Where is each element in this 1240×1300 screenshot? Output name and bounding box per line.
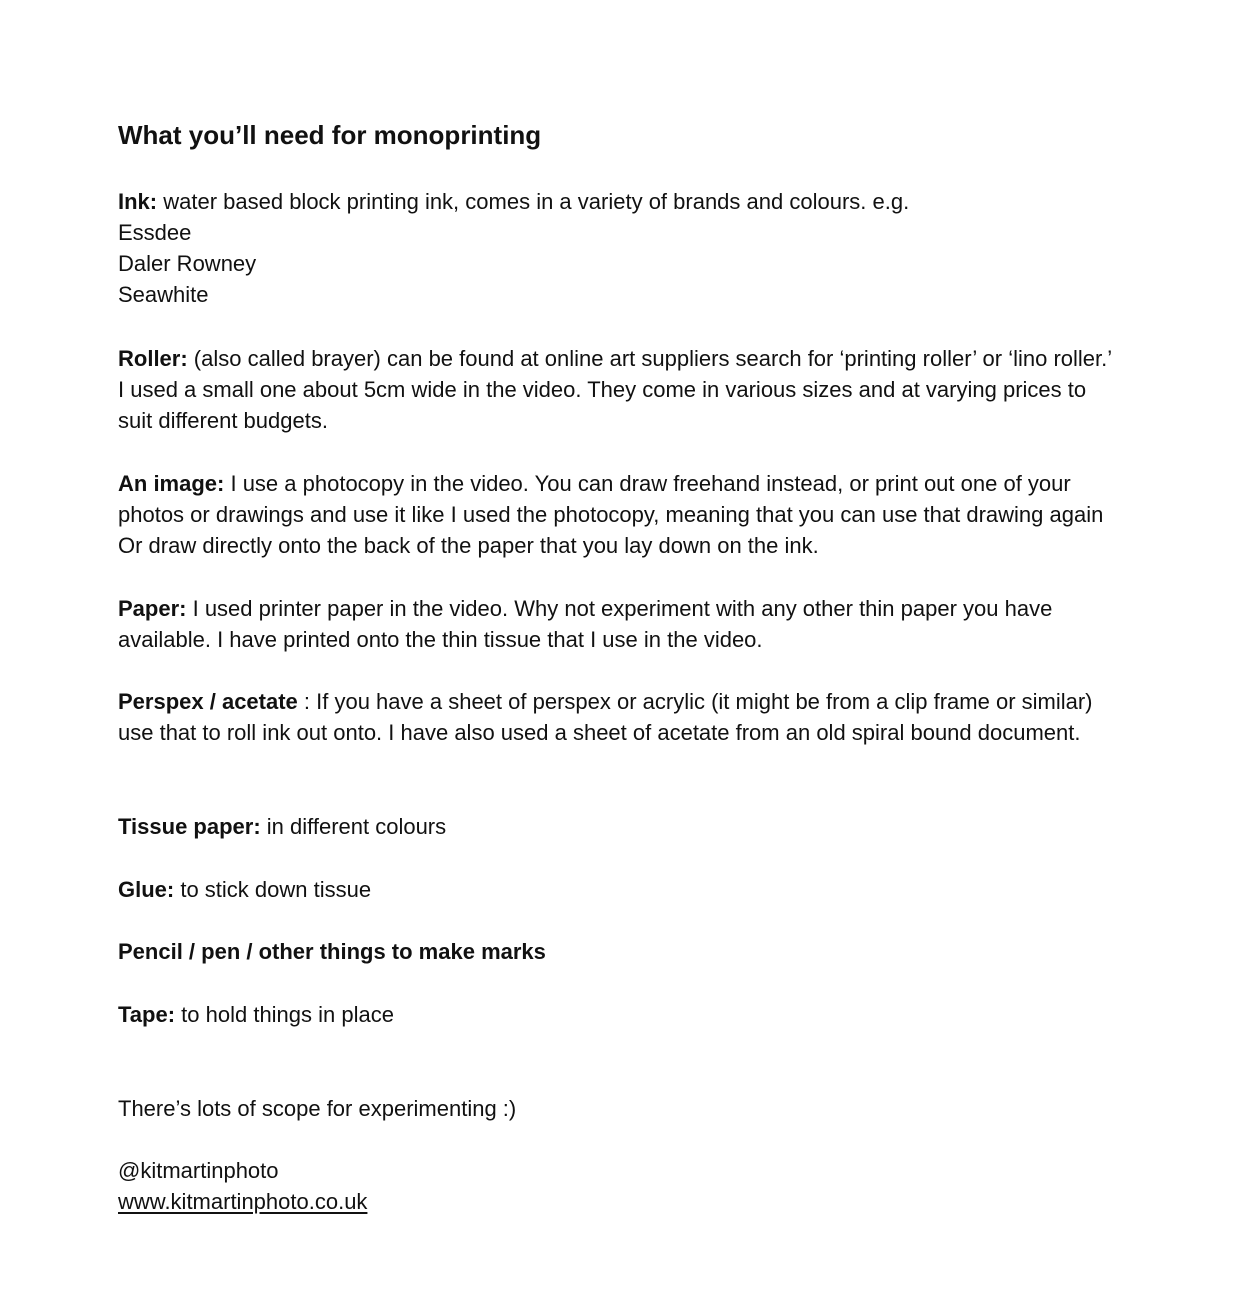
page-title: What you’ll need for monoprinting: [118, 120, 542, 150]
roller-section: [118, 343, 1113, 436]
paper-label: Paper:: [118, 596, 187, 621]
tissue-text: in different colours: [260, 814, 447, 839]
ink-label: Ink:: [118, 189, 158, 214]
contact-section: [118, 1155, 1113, 1217]
social-handle: @kitmartinphoto: [118, 1158, 279, 1183]
roller-text: (also called brayer) can be found at online art suppliers search for ‘printing roller’ or ‘lino roller.’ I used a small one about 5cm wide in the video. They come in various sizes and at varying prices to suit different budgets.: [118, 346, 1112, 433]
perspex-text: : If you have a sheet of perspex or acrylic (it might be from a clip frame or similar) use that to roll ink out onto. I have also used a sheet of acetate from an old spiral bound document.: [118, 689, 1093, 745]
ink-section: [118, 186, 1113, 310]
tissue-section: [118, 811, 1113, 842]
tissue-label: Tissue paper:: [118, 814, 261, 839]
perspex-label: Perspex / acetate: [118, 689, 298, 714]
roller-label: Roller:: [118, 346, 188, 371]
image-text: I use a photocopy in the video. You can draw freehand instead, or print out one of your photos or drawings and use it like I used the photocopy, meaning that you can use that drawing again Or draw directly onto the back of the paper that you lay down on the ink.: [118, 471, 1104, 558]
ink-brand-daler-rowney: Daler Rowney: [118, 251, 257, 276]
pencil-label: Pencil / pen / other things to make marks: [118, 939, 546, 964]
tape-text: to hold things in place: [175, 1002, 394, 1027]
tape-section: [118, 999, 1113, 1030]
image-label: An image:: [118, 471, 225, 496]
pencil-section: [118, 936, 1113, 967]
glue-text: to stick down tissue: [174, 877, 372, 902]
tape-label: Tape:: [118, 1002, 176, 1027]
website-link[interactable]: www.kitmartinphoto.co.uk: [118, 1189, 368, 1214]
glue-label: Glue:: [118, 877, 175, 902]
perspex-section: [118, 686, 1113, 748]
paper-text: I used printer paper in the video. Why not experiment with any other thin paper you have available. I have printed onto the thin tissue that I use in the video.: [118, 596, 1053, 652]
glue-section: [118, 874, 1113, 905]
paper-section: [118, 593, 1113, 655]
ink-text: water based block printing ink, comes in a variety of brands and colours. e.g.: [157, 189, 910, 214]
image-section: [118, 468, 1113, 561]
ink-brand-seawhite: Seawhite: [118, 282, 209, 307]
closing-note: There’s lots of scope for experimenting :): [118, 1096, 517, 1121]
ink-brand-essdee: Essdee: [118, 220, 192, 245]
